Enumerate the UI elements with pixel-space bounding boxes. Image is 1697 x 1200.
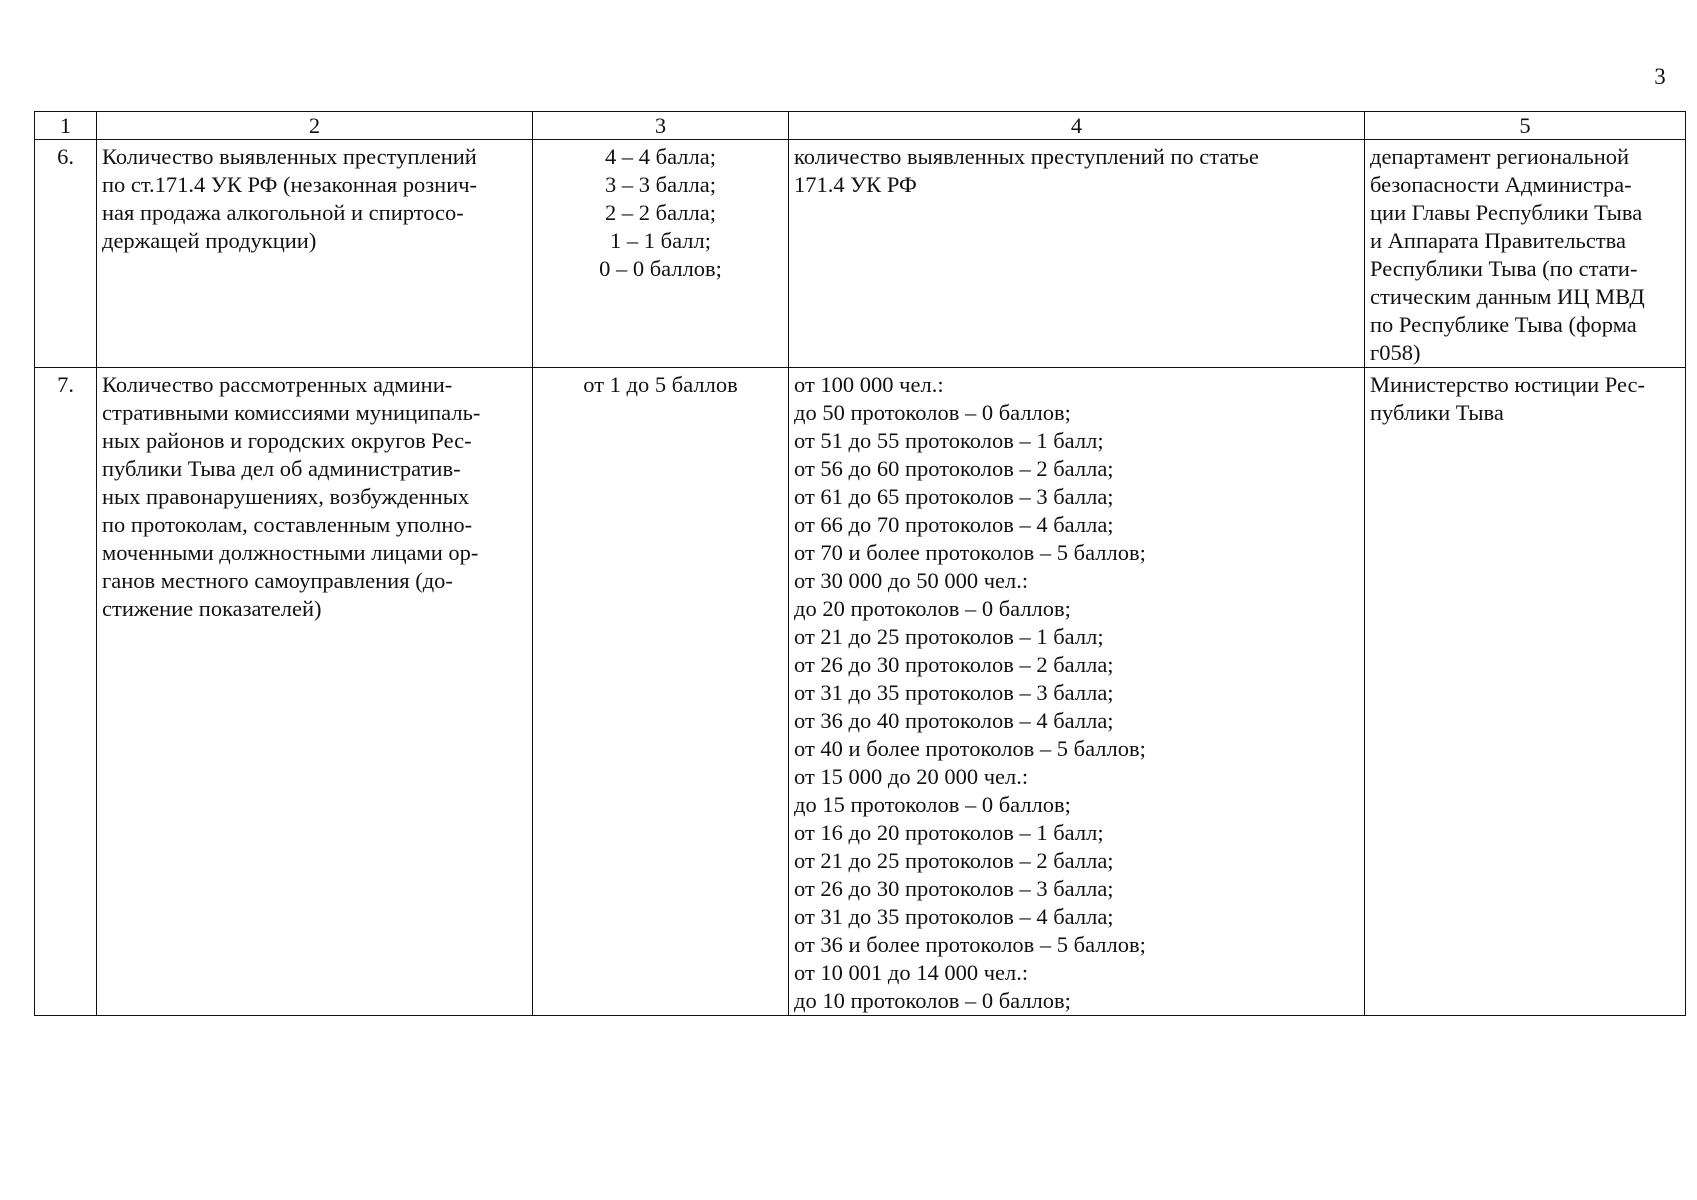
indicator-line: ных правонарушениях, возбужденных — [102, 484, 470, 509]
criteria-line: до 10 протоколов – 0 баллов; — [794, 988, 1071, 1013]
scores-cell — [533, 140, 789, 368]
indicator-line: по протоколам, составленным уполно- — [102, 512, 473, 537]
indicator-line: публики Тыва дел об административ- — [102, 456, 461, 481]
indicator-line: стижение показателей) — [102, 596, 322, 621]
criteria-line: от 36 до 40 протоколов – 4 балла; — [794, 708, 1114, 733]
score-line: 4 – 4 балла; — [605, 144, 716, 169]
table-row-6 — [35, 140, 1686, 368]
score-line: 2 – 2 балла; — [605, 200, 716, 225]
criteria-line: 171.4 УК РФ — [794, 172, 917, 197]
indicator-cell — [97, 140, 533, 368]
column-header-5: 5 — [1365, 112, 1686, 140]
score-line: 3 – 3 балла; — [605, 172, 716, 197]
criteria-line: от 16 до 20 протоколов – 1 балл; — [794, 820, 1104, 845]
criteria-line: до 20 протоколов – 0 баллов; — [794, 596, 1071, 621]
criteria-line: от 70 и более протоколов – 5 баллов; — [794, 540, 1146, 565]
source-line: публики Тыва — [1370, 400, 1504, 425]
table-header-row — [35, 112, 1686, 140]
indicator-line: по ст.171.4 УК РФ (незаконная рознич- — [102, 172, 478, 197]
criteria-line: от 26 до 30 протоколов – 2 балла; — [794, 652, 1114, 677]
criteria-line: до 15 протоколов – 0 баллов; — [794, 792, 1071, 817]
source-cell — [1365, 368, 1686, 1016]
indicator-line: держащей продукции) — [102, 228, 317, 253]
criteria-line: от 61 до 65 протоколов – 3 балла; — [794, 484, 1114, 509]
indicator-line: Количество рассмотренных админи- — [102, 372, 453, 397]
score-line: от 1 до 5 баллов — [583, 372, 738, 397]
source-line: департамент региональной — [1370, 144, 1630, 169]
source-line: по Республике Тыва (форма — [1370, 312, 1637, 337]
criteria-line: от 10 001 до 14 000 чел.: — [794, 960, 1029, 985]
indicator-line: ных районов и городских округов Рес- — [102, 428, 472, 453]
indicators-table — [34, 111, 1686, 1016]
column-header-2: 2 — [97, 112, 533, 140]
criteria-line: от 15 000 до 20 000 чел.: — [794, 764, 1029, 789]
criteria-line: от 31 до 35 протоколов – 3 балла; — [794, 680, 1114, 705]
criteria-line: от 51 до 55 протоколов – 1 балл; — [794, 428, 1104, 453]
criteria-line: от 56 до 60 протоколов – 2 балла; — [794, 456, 1114, 481]
indicator-line: ганов местного самоуправления (до- — [102, 568, 453, 593]
indicator-cell — [97, 368, 533, 1016]
source-line: г058) — [1370, 340, 1421, 365]
criteria-line: от 21 до 25 протоколов – 2 балла; — [794, 848, 1114, 873]
column-header-4: 4 — [789, 112, 1365, 140]
criteria-line: от 66 до 70 протоколов – 4 балла; — [794, 512, 1114, 537]
indicator-line: моченными должностными лицами ор- — [102, 540, 479, 565]
criteria-line: от 100 000 чел.: — [794, 372, 944, 397]
row-number: 7. — [35, 368, 97, 1016]
column-header-1: 1 — [35, 112, 97, 140]
criteria-line: от 21 до 25 протоколов – 1 балл; — [794, 624, 1104, 649]
source-line: и Аппарата Правительства — [1370, 228, 1626, 253]
column-header-3: 3 — [533, 112, 789, 140]
row-number: 6. — [35, 140, 97, 368]
source-line: Министерство юстиции Рес- — [1370, 372, 1646, 397]
source-line: стическим данным ИЦ МВД — [1370, 284, 1645, 309]
source-line: ции Главы Республики Тыва — [1370, 200, 1643, 225]
indicator-line: Количество выявленных преступлений — [102, 144, 477, 169]
source-cell — [1365, 140, 1686, 368]
criteria-line: от 26 до 30 протоколов – 3 балла; — [794, 876, 1114, 901]
criteria-line: от 30 000 до 50 000 чел.: — [794, 568, 1029, 593]
criteria-line: количество выявленных преступлений по статье — [794, 144, 1259, 169]
table-row-7 — [35, 368, 1686, 1016]
criteria-line: от 36 и более протоколов – 5 баллов; — [794, 932, 1146, 957]
indicator-line: ная продажа алкогольной и спиртосо- — [102, 200, 464, 225]
criteria-line: от 40 и более протоколов – 5 баллов; — [794, 736, 1146, 761]
indicator-line: стративными комиссиями муниципаль- — [102, 400, 481, 425]
page-number: 3 — [1654, 64, 1666, 89]
score-line: 1 – 1 балл; — [610, 228, 711, 253]
scores-cell — [533, 368, 789, 1016]
criteria-cell — [789, 368, 1365, 1016]
criteria-cell — [789, 140, 1365, 368]
score-line: 0 – 0 баллов; — [599, 256, 722, 281]
criteria-line: от 31 до 35 протоколов – 4 балла; — [794, 904, 1114, 929]
source-line: безопасности Администра- — [1370, 172, 1632, 197]
criteria-line: до 50 протоколов – 0 баллов; — [794, 400, 1071, 425]
source-line: Республики Тыва (по стати- — [1370, 256, 1638, 281]
